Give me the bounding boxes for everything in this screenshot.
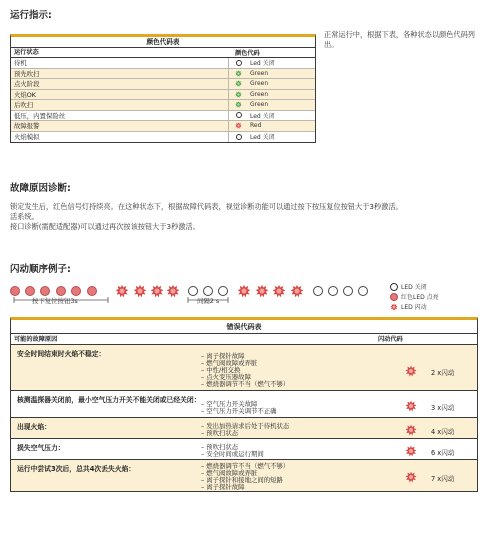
led-flash-icon <box>405 400 417 412</box>
fault-code-table <box>10 317 478 492</box>
fault-table-row <box>11 345 477 391</box>
legend-led-red <box>390 292 439 301</box>
led-off-dot <box>218 286 228 296</box>
col-status-header: 运行状态 <box>14 49 39 56</box>
color-cell <box>229 121 315 131</box>
fault-table-title: 错误代码表 <box>11 320 477 334</box>
color-cell <box>229 132 315 143</box>
fault-table-row <box>11 439 477 460</box>
led-flash-icon <box>405 471 417 483</box>
led-flash-icon <box>405 424 417 436</box>
fault-cause-item: – 离子探针故障 <box>201 353 289 360</box>
interval-label: 间隔2 s <box>197 297 220 305</box>
operation-intro: 正常运行中，根据下表，各种状态以颜色代码列出。 <box>324 30 475 49</box>
led-off-icon <box>390 283 398 291</box>
diagnosis-para1: 锁定发生后，红色信号灯持续亮。在这种状态下，根据故障代码表，视觉诊断功能可以通过按下按压复位按钮大于3秒激活。 <box>10 202 403 211</box>
fault-heading: 出现火焰： <box>17 423 51 431</box>
operation-heading: 运行指示: <box>10 10 52 21</box>
led-red-dot <box>25 286 35 296</box>
press-reset-label: 按下复位按钮3s <box>32 297 78 305</box>
color-table-row <box>11 69 315 80</box>
led-red-dot <box>40 286 50 296</box>
color-label: Green <box>250 101 269 109</box>
led-off-icon <box>236 60 242 66</box>
fault-cause-item: – 燃烧器调节不当（燃气不够） <box>201 381 289 388</box>
led-flash-icon <box>405 445 417 457</box>
flash-code: 2 x闪动 <box>431 369 455 377</box>
status-cell: 后吹扫 <box>11 100 229 110</box>
color-table-row <box>11 90 315 101</box>
led-red-dot <box>71 286 81 296</box>
color-table-row <box>11 111 315 122</box>
led-green-icon <box>235 91 242 98</box>
led-off-dot <box>313 286 323 296</box>
col-flash-header: 闪动代码 <box>378 336 403 343</box>
fault-heading: 核测温探器关闭前，最小空气压力开关不能关闭或已经关闭： <box>17 396 201 404</box>
status-cell: 预先吹扫 <box>11 69 229 79</box>
status-cell: 低压，内置保险丝 <box>11 111 229 121</box>
fault-cause-item: – 空气压力开关调节不正确 <box>201 408 277 415</box>
flash-code: 7 x闪动 <box>431 474 455 483</box>
col-cause-header: 可能的故障原因 <box>14 336 58 343</box>
sequence-heading: 闪动顺序例子: <box>10 264 71 275</box>
fault-cause-item: – 空气压力开关故障 <box>201 401 277 408</box>
led-red-icon <box>390 293 398 301</box>
fault-cause-item: – 燃气阀故障或弄脏 <box>201 470 289 477</box>
color-table-row <box>11 79 315 90</box>
color-table-row <box>11 100 315 111</box>
fault-causes-list <box>201 401 277 415</box>
flash-code: 3 x闪动 <box>431 403 455 412</box>
led-red-dot <box>87 286 97 296</box>
color-table-row <box>11 121 315 132</box>
color-table-row <box>11 58 315 69</box>
status-cell: 待机 <box>11 58 229 68</box>
color-label: Led 关闭 <box>250 112 275 120</box>
fault-cause-item: – 燃气阀故障或弄脏 <box>201 360 289 367</box>
fault-cause-item: – 安全时间或运行期间 <box>201 451 264 458</box>
flash-code: 4 x闪动 <box>431 427 455 436</box>
fault-causes-list <box>201 423 289 437</box>
color-table-title: 颜色代码表 <box>11 37 315 48</box>
led-flash-icon <box>150 284 164 298</box>
color-label: Green <box>250 80 269 88</box>
led-flash-icon <box>133 284 147 298</box>
fault-causes-list <box>201 444 264 458</box>
color-cell <box>229 90 315 100</box>
color-code-table <box>10 34 316 143</box>
fault-causes-list <box>201 353 289 388</box>
led-green-icon <box>235 101 242 108</box>
legend-led-off <box>390 282 427 291</box>
color-label: Green <box>250 69 269 77</box>
fault-table-header <box>11 334 477 345</box>
led-off-icon <box>236 134 242 140</box>
fault-heading: 安全时间结束时火焰不稳定： <box>17 350 106 358</box>
led-green-icon <box>235 70 242 77</box>
color-label: Led 关闭 <box>250 134 275 142</box>
color-cell <box>229 79 315 89</box>
fault-cause-item: – 预吹扫状态 <box>201 444 264 451</box>
legend-flash-label: LED 闪动 <box>401 304 427 311</box>
fault-table-row <box>11 391 477 418</box>
color-label: Led 关闭 <box>250 60 275 68</box>
color-cell <box>229 58 315 68</box>
fault-causes-list <box>201 463 289 491</box>
led-green-icon <box>235 80 242 87</box>
fault-cause-item: – 燃烧器调节不当（燃气不够） <box>201 463 289 470</box>
led-off-dot <box>203 286 213 296</box>
fault-table-row <box>11 418 477 439</box>
status-cell: 点火阶段 <box>11 79 229 89</box>
led-off-dot <box>188 286 198 296</box>
color-label: Green <box>250 90 269 98</box>
flash-code: 6 x闪动 <box>431 448 455 457</box>
fault-cause-item: – 发出加热请求后处于待机状态 <box>201 423 289 430</box>
diagnosis-para1b: 活系统。 <box>10 212 39 221</box>
legend-led-flash <box>390 302 427 311</box>
color-table-header <box>11 48 315 58</box>
status-cell: 故障报警 <box>11 121 229 131</box>
led-flash-icon <box>237 284 251 298</box>
led-flash-icon <box>255 284 269 298</box>
led-red-dot <box>10 286 20 296</box>
color-cell <box>229 100 315 110</box>
led-red-dot <box>56 286 66 296</box>
fault-heading: 运行中尝试3次后，总共4次丢失火焰： <box>17 465 136 473</box>
led-off-dot <box>343 286 353 296</box>
fault-cause-item: – 离子探针和接地之间的短路 <box>201 477 289 484</box>
led-off-dot <box>358 286 368 296</box>
led-red-icon <box>235 122 242 129</box>
led-flash-icon <box>272 284 286 298</box>
color-cell <box>229 69 315 79</box>
fault-table-row <box>11 460 477 491</box>
led-off-icon <box>236 112 242 118</box>
status-cell: 火焰模拟 <box>11 132 229 143</box>
color-label: Red <box>250 122 262 130</box>
fault-cause-item: – 点火变压器故障 <box>201 374 289 381</box>
led-flash-icon <box>405 365 417 377</box>
color-table-row <box>11 132 315 143</box>
color-cell <box>229 111 315 121</box>
legend-off-label: LED 关闭 <box>401 284 427 291</box>
led-flash-icon <box>115 284 129 298</box>
fault-heading: 损失空气压力： <box>17 444 65 452</box>
legend-red-label: 红色LED 点亮 <box>401 294 439 301</box>
led-flash-icon <box>390 303 398 311</box>
diagnosis-para2: 接口诊断(需配适配器)可以通过再次按该按钮大于3秒激活。 <box>10 222 200 231</box>
led-flash-icon <box>290 284 304 298</box>
led-flash-icon <box>166 284 180 298</box>
fault-cause-item: – 中性/相交换 <box>201 367 289 374</box>
fault-cause-item: – 预吹扫状态 <box>201 430 289 437</box>
fault-cause-item: – 离子探针故障 <box>201 484 289 491</box>
col-color-header: 颜色代码 <box>235 50 260 57</box>
diagnosis-text <box>10 202 486 232</box>
led-off-dot <box>328 286 338 296</box>
diagnosis-heading: 故障原因诊断: <box>10 183 71 194</box>
status-cell: 火焰OK <box>11 90 229 100</box>
